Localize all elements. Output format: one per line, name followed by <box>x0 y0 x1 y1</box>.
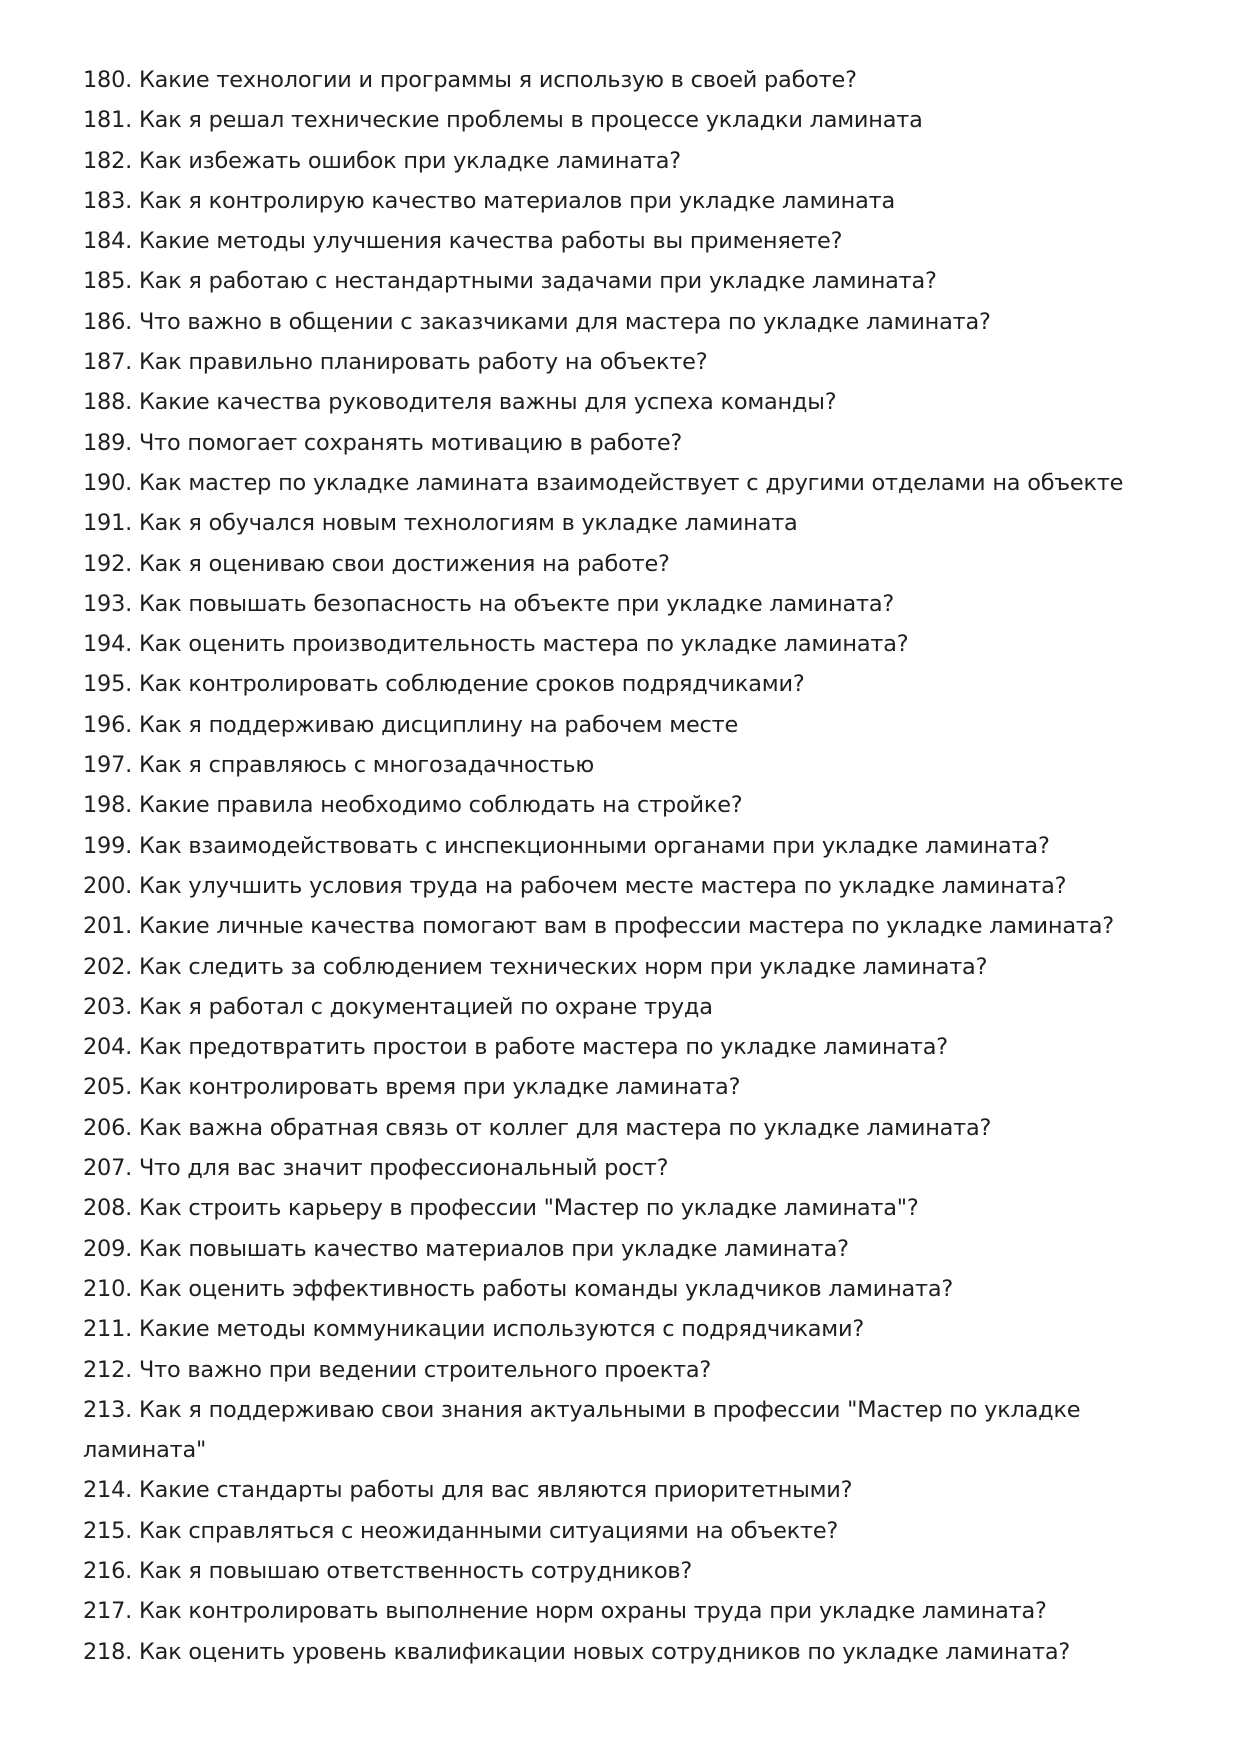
question-item: 209. Как повышать качество материалов при укладке ламината? <box>83 1235 849 1262</box>
question-item: 216. Как я повышаю ответственность сотрудников? <box>83 1557 693 1584</box>
question-item: 192. Как я оцениваю свои достижения на работе? <box>83 550 670 577</box>
question-item: 217. Как контролировать выполнение норм охраны труда при укладке ламината? <box>83 1598 1047 1625</box>
question-item: 184. Какие методы улучшения качества работы вы применяете? <box>83 228 843 255</box>
question-item: 194. Как оценить производительность мастера по укладке ламината? <box>83 631 909 658</box>
question-item: 207. Что для вас значит профессиональный рост? <box>83 1155 669 1182</box>
question-item: 196. Как я поддерживаю дисциплину на рабочем месте <box>83 711 739 738</box>
question-item: 197. Как я справляюсь с многозадачностью <box>83 752 595 779</box>
question-item: 183. Как я контролирую качество материалов при укладке ламината <box>83 187 896 214</box>
question-item: 187. Как правильно планировать работу на объекте? <box>83 349 708 376</box>
question-item: 188. Какие качества руководителя важны для успеха команды? <box>83 389 837 416</box>
question-item: 185. Как я работаю с нестандартными задачами при укладке ламината? <box>83 268 937 295</box>
question-item: 218. Как оценить уровень квалификации новых сотрудников по укладке ламината? <box>83 1638 1071 1665</box>
question-item: 182. Как избежать ошибок при укладке ламината? <box>83 147 681 174</box>
question-item: 200. Как улучшить условия труда на рабочем месте мастера по укладке ламината? <box>83 872 1067 899</box>
question-item: 206. Как важна обратная связь от коллег для мастера по укладке ламината? <box>83 1114 992 1141</box>
question-item: 181. Как я решал технические проблемы в процессе укладки ламината <box>83 107 923 134</box>
question-list <box>83 60 1168 1672</box>
question-item: 180. Какие технологии и программы я использую в своей работе? <box>83 67 857 93</box>
question-item: 214. Какие стандарты работы для вас являются приоритетными? <box>83 1477 853 1504</box>
question-item: 198. Какие правила необходимо соблюдать на стройке? <box>83 792 743 819</box>
question-item: 193. Как повышать безопасность на объекте при укладке ламината? <box>83 590 895 617</box>
question-item: 202. Как следить за соблюдением технических норм при укладке ламината? <box>83 953 988 980</box>
question-item: 215. Как справляться с неожиданными ситуациями на объекте? <box>83 1517 839 1544</box>
question-item: 210. Как оценить эффективность работы команды укладчиков ламината? <box>83 1275 954 1302</box>
question-item: 199. Как взаимодействовать с инспекционными органами при укладке ламината? <box>83 832 1050 859</box>
question-item: 208. Как строить карьеру в профессии "Мастер по укладке ламината"? <box>83 1195 919 1222</box>
question-item: 205. Как контролировать время при укладке ламината? <box>83 1074 741 1101</box>
question-item: 201. Какие личные качества помогают вам в профессии мастера по укладке ламината? <box>83 913 1114 940</box>
question-item: 203. Как я работал с документацией по охране труда <box>83 993 713 1020</box>
question-item: 204. Как предотвратить простои в работе мастера по укладке ламината? <box>83 1034 948 1061</box>
question-item: 189. Что помогает сохранять мотивацию в работе? <box>83 429 683 456</box>
question-item: 186. Что важно в общении с заказчиками для мастера по укладке ламината? <box>83 308 991 335</box>
question-item: 212. Что важно при ведении строительного проекта? <box>83 1356 712 1383</box>
question-item: 211. Какие методы коммуникации используются с подрядчиками? <box>83 1316 865 1343</box>
question-item: 191. Как я обучался новым технологиям в укладке ламината <box>83 510 798 537</box>
question-item: 213. Как я поддерживаю свои знания актуальными в профессии "Мастер по укладке ламината" <box>83 1396 1081 1464</box>
question-item: 190. Как мастер по укладке ламината взаимодействует с другими отделами на объекте <box>83 469 1124 496</box>
question-item: 195. Как контролировать соблюдение сроков подрядчиками? <box>83 671 805 698</box>
